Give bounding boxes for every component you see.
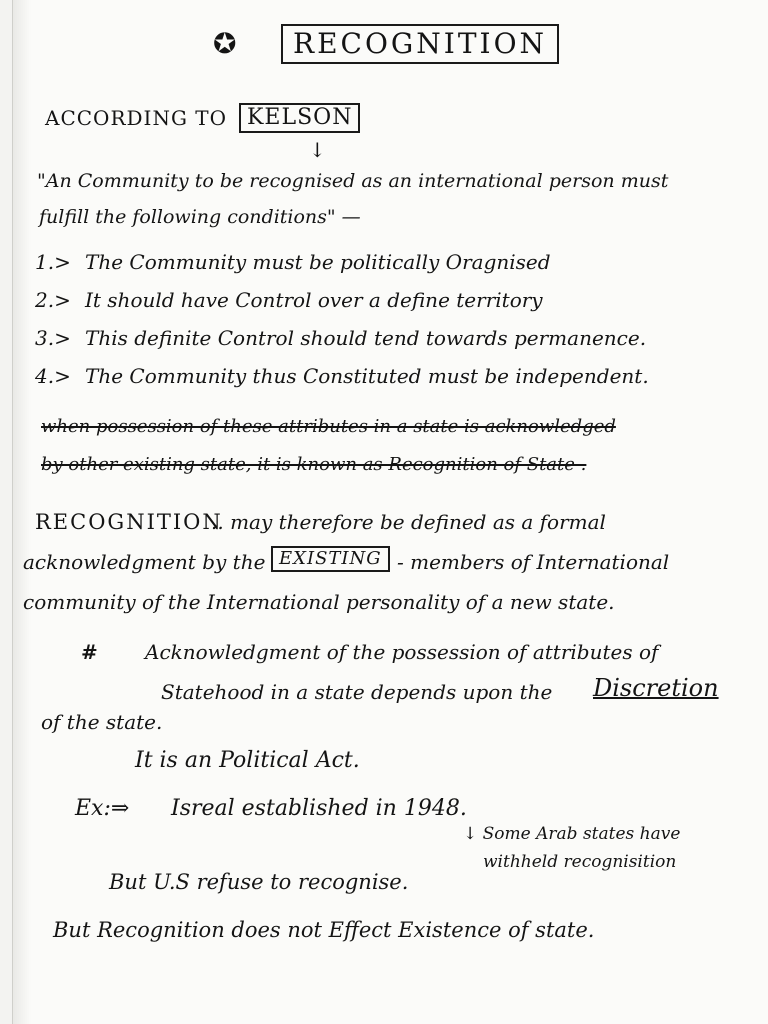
condition-1-number: 1.> — [35, 250, 71, 274]
struck-line-1: when possession of these attributes in a state is acknowledged — [41, 416, 616, 437]
definition-term: RECOGNITION — [35, 510, 223, 534]
note-line-1: Acknowledgment of the possession of attributes of — [145, 640, 659, 664]
note-bullet-icon: # — [81, 640, 98, 664]
conclusion-line: But Recognition does not Effect Existence of state. — [53, 918, 595, 942]
according-to-label: ACCORDING TO — [45, 106, 228, 130]
condition-1-text: The Community must be politically Oragnised — [85, 250, 551, 274]
struck-line-2: by other existing state, it is known as Recognition of State . — [41, 454, 587, 475]
us-refuse-line: But U.S refuse to recognise. — [109, 870, 409, 894]
down-arrow-icon: ↓ — [309, 138, 326, 162]
note-line-2: Statehood in a state depends upon the — [161, 680, 553, 704]
example-side-note-1: ↓ Some Arab states have — [463, 824, 681, 844]
example-text: Isreal established in 1948. — [171, 796, 467, 821]
notebook-page — [12, 0, 768, 1024]
example-side-note-2: withheld recognisition — [483, 852, 677, 872]
condition-4-text: The Community thus Constituted must be independent. — [85, 364, 649, 388]
condition-4-number: 4.> — [35, 364, 71, 388]
condition-3-number: 3.> — [35, 326, 71, 350]
note-line-4: It is an Political Act. — [135, 748, 360, 773]
condition-3-text: This definite Control should tend towards permanence. — [85, 326, 647, 350]
definition-line-3: community of the International personality of a new state. — [23, 590, 615, 614]
title-star-icon: ✪ — [213, 27, 240, 60]
condition-2-number: 2.> — [35, 288, 71, 312]
definition-line-1: .. may therefore be defined as a formal — [211, 510, 606, 534]
definition-line-2-start: acknowledgment by the — [23, 550, 266, 574]
quote-line-2: fulfill the following conditions" — — [39, 206, 361, 228]
quote-line-1: "An Community to be recognised as an international person must — [37, 170, 669, 192]
existing-box: EXISTING — [271, 546, 390, 572]
definition-line-2-end: - members of International — [397, 550, 670, 574]
kelson-box: KELSON — [239, 103, 360, 133]
example-label: Ex:⇒ — [75, 796, 130, 821]
note-line-3: of the state. — [41, 710, 163, 734]
page-title: RECOGNITION — [281, 24, 559, 64]
discretion-word: Discretion — [593, 674, 719, 702]
condition-2-text: It should have Control over a define territory — [85, 288, 543, 312]
